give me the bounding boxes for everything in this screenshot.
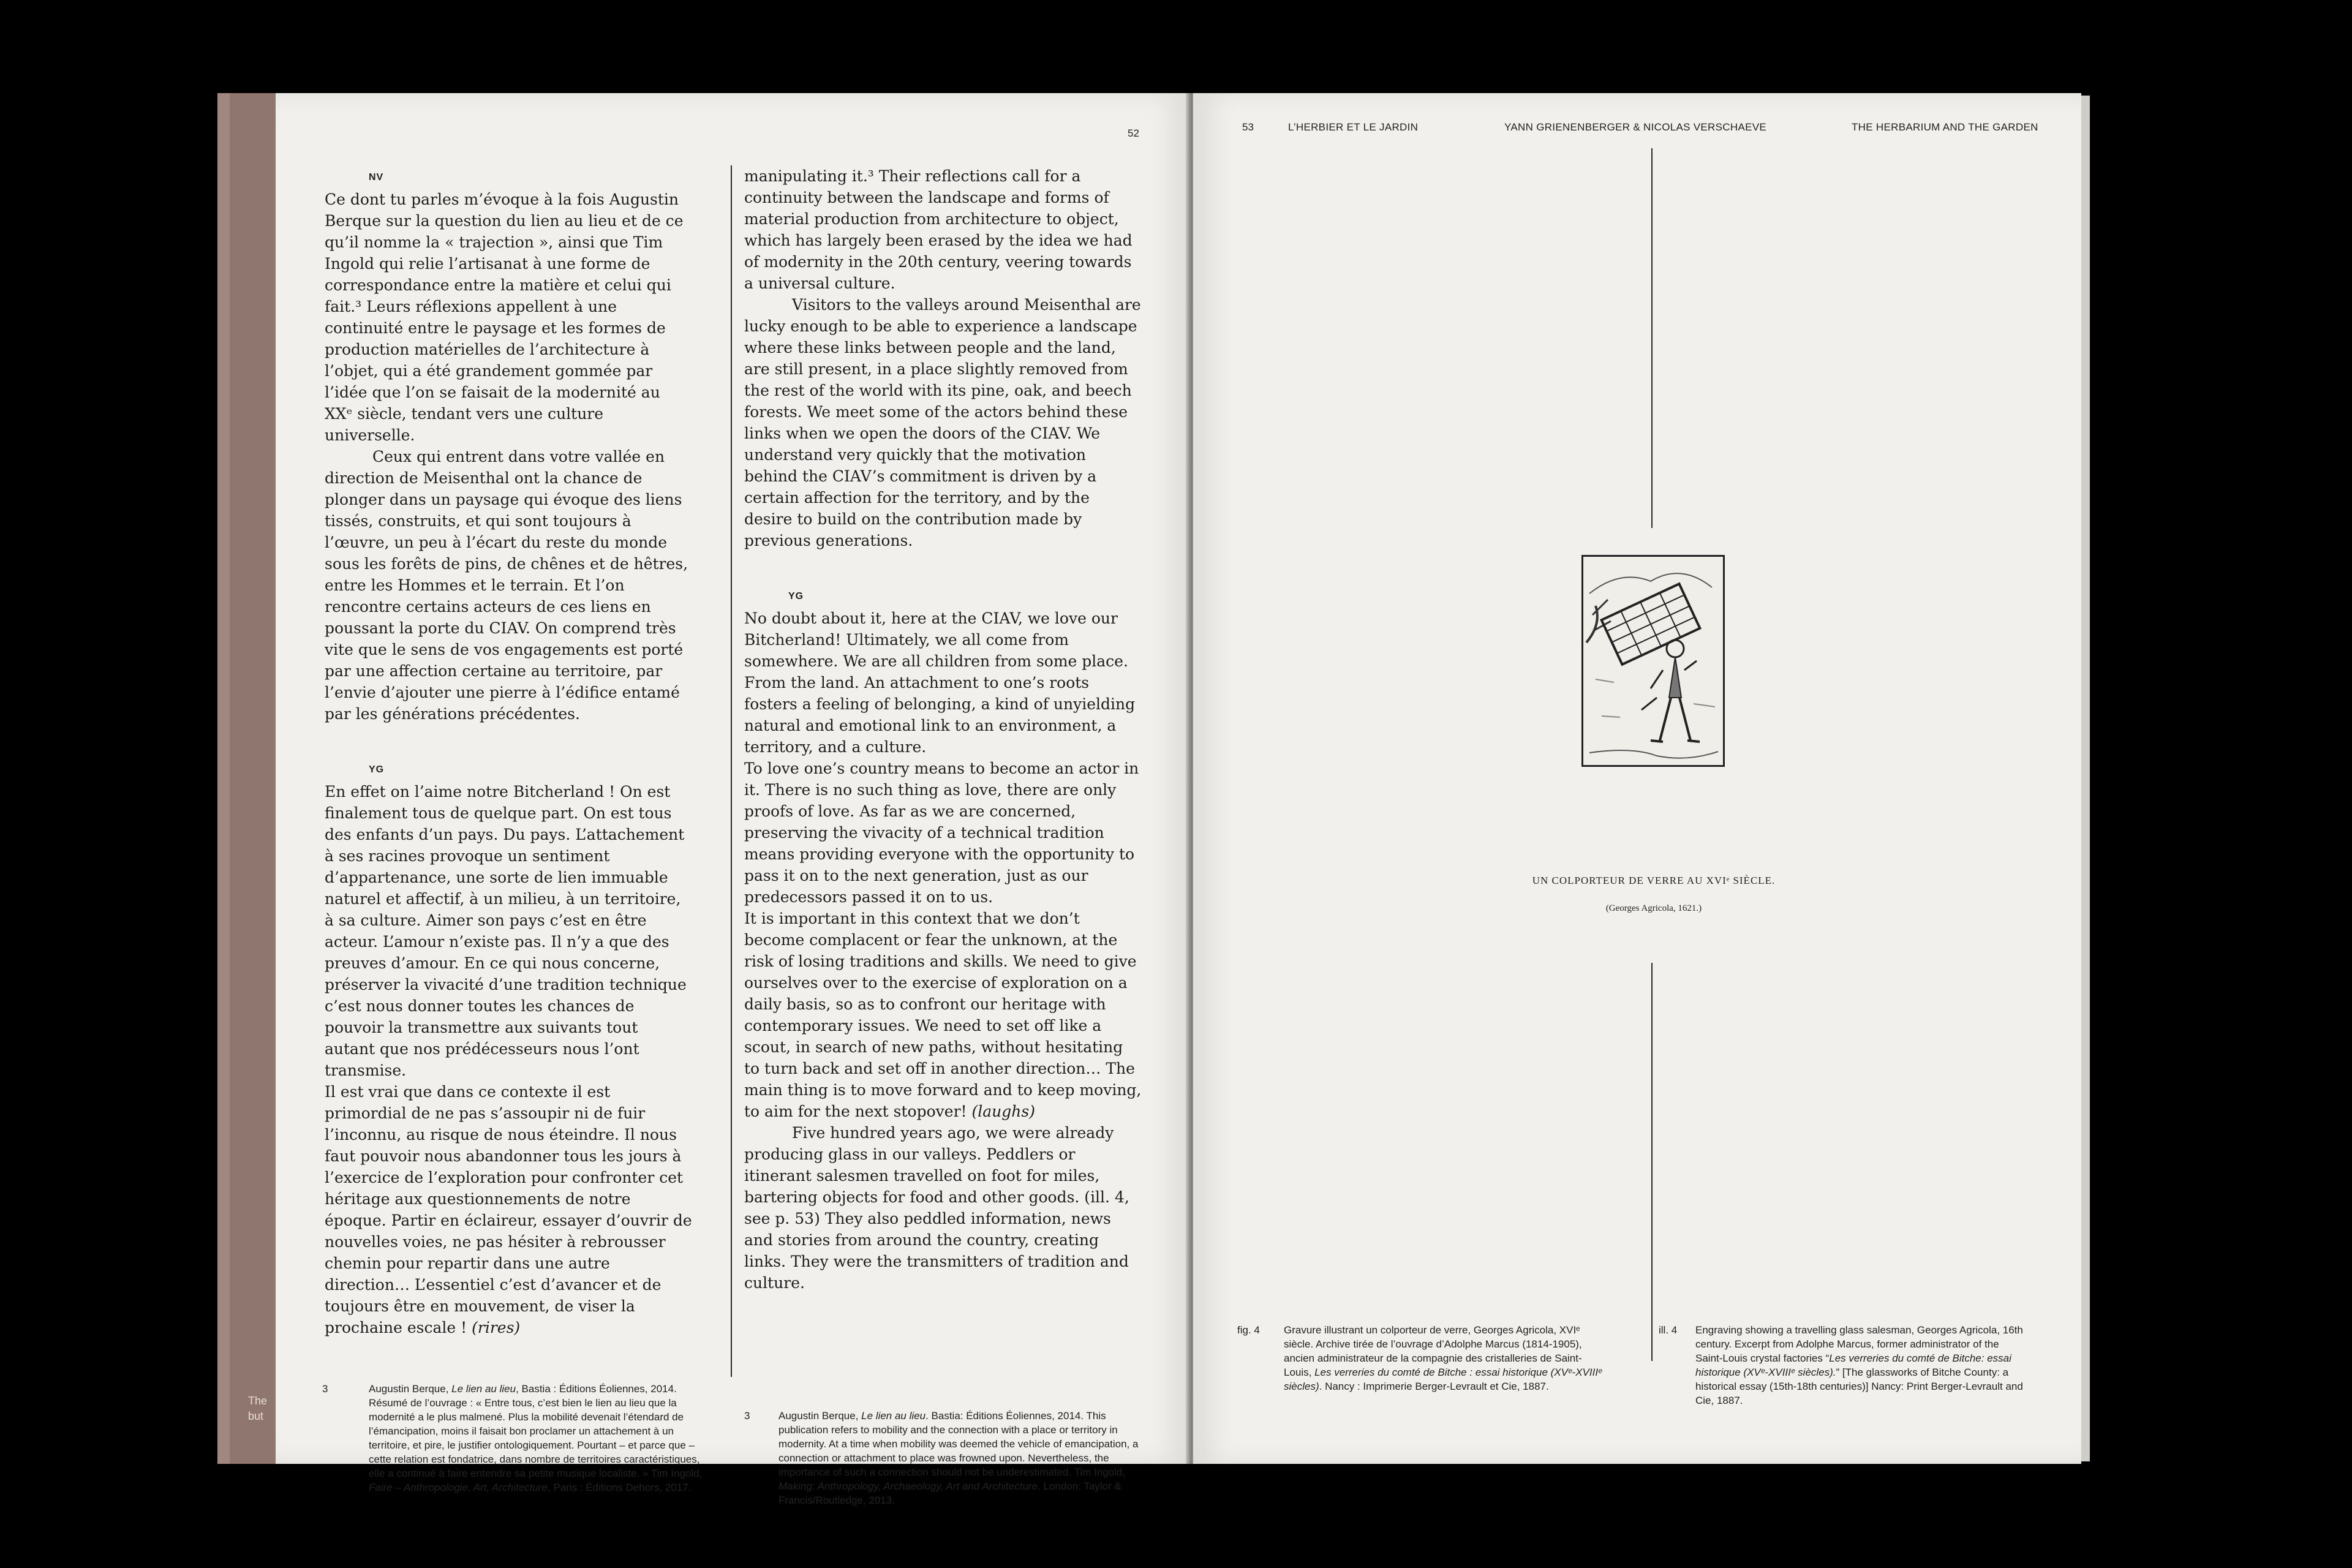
running-head-right: THE HERBARIUM AND THE GARDEN xyxy=(1852,121,2038,133)
caption-part: . Nancy : Imprimerie Berger-Levrault et Cie, 1887. xyxy=(1319,1381,1549,1392)
left-page xyxy=(276,93,1190,1506)
right-page xyxy=(1193,93,2081,1464)
spacer xyxy=(744,551,1142,589)
paragraph-text: Il est vrai que dans ce contexte il est primordial de ne pas s’assoupir ni de fuir l’inconnu, au risque de nous éteindre. Il nous faut pouvoir nous abandonner tous les jours à l’exercice de l’exploration pour confronter cet héritage aux questionnements de notre époque. Partir en éclaireur, essayer d’ouvrir de nouvelles voies, ne pas hésiter à rebrousser chemin pour repartir dans une autre direction… L’essentiel c’est d’avancer et de toujours être en mouvement, de viser la prochaine escale ! xyxy=(325,1083,692,1336)
paragraph: Ce dont tu parles m’évoque à la fois Augustin Berque sur la question du lien au lieu et de ce qu’il nomme la « trajection », ainsi que Tim Ingold qui relie l’artisanat à une forme de correspondance entre la matière et celui qui fait.³ Leurs réflexions appellent à une continuité entre le paysage et les formes de production matérielles de l’architecture à l’objet, qui a été grandement gommée par l’idée que l’on se faisait de la modernité au XXᵉ siècle, tendant vers une culture universelle. xyxy=(325,190,684,444)
caption-title: Les verreries du comté de Bitche: essai historique (XVᵉ-XVIIIᵉ siècles). xyxy=(1695,1352,2011,1378)
paragraph: manipulating it.³ Their reflections call for a continuity between the landscape and forms of material production from architecture to object, which has largely been erased by the idea we had of modernity in the 20th century, veering towards a universal culture. xyxy=(744,167,1133,292)
text-column-english xyxy=(744,165,1142,1294)
back-cover-text: The xyxy=(248,1395,268,1407)
page-number: 52 xyxy=(1128,127,1139,139)
paragraph: Five hundred years ago, we were already producing glass in our valleys. Peddlers or itinerant salesmen travelled on foot for miles, bartering objects for food and other goods. (ill. 4, see p. 53) They also peddled information, news and stories from around the country, creating links. They were the transmitters of tradition and culture. xyxy=(744,1124,1129,1292)
figure-caption-text xyxy=(1695,1323,2026,1408)
paragraph xyxy=(744,908,1142,1122)
footnote-title: Le lien au lieu xyxy=(861,1410,926,1422)
column-rule xyxy=(1651,148,1653,528)
paragraph xyxy=(325,1081,692,1338)
caption-part: Engraving showing a travelling glass salesman, Georges Agricola, 16th century. Excerpt from Adolphe Marcus, former administrator of the Saint-Louis crystal factories “ xyxy=(1695,1324,2023,1364)
paragraph: No doubt about it, here at the CIAV, we love our Bitcherland! Ultimately, we all come from somewhere. We are all children from some place. From the land. An attachment to one’s roots fosters a feeling of belonging, a kind of unyielding natural and emotional link to an environment, a territory, and a culture. xyxy=(744,609,1136,756)
text-column-french xyxy=(325,170,692,1338)
column-rule xyxy=(731,165,732,1377)
spacer xyxy=(325,725,692,763)
running-head-left: L’HERBIER ET LE JARDIN xyxy=(1288,121,1419,133)
column-rule xyxy=(1651,963,1653,1361)
engraving-illustration xyxy=(1581,555,1725,767)
page-number: 53 xyxy=(1242,121,1254,133)
stage-direction: (rires) xyxy=(472,1319,521,1336)
glass-peddler-engraving xyxy=(1583,557,1723,765)
paragraph: En effet on l’aime notre Bitcherland ! On est finalement tous de quelque part. On est tous des enfants d’un pays. Du pays. L’attachement à ses racines provoque un sentiment d’appartenance, une sorte de lien immuable naturel et affectif, à un milieu, à un territoire, à sa culture. Aimer son pays c’est en être acteur. L’amour n’existe pas. Il n’y a que des preuves d’amour. En ce qui nous concerne, préserver la vivacité d’une tradition technique c’est nous donner toutes les chances de pouvoir la transmettre aux suivants tout autant que nos prédécesseurs nous l’ont transmise. xyxy=(325,783,687,1079)
footnote-part: , Paris : Éditions Dehors, 2017. xyxy=(547,1482,692,1493)
figure-label: ill. 4 xyxy=(1659,1324,1678,1336)
figure-caption-text xyxy=(1284,1323,1605,1393)
footnote-text xyxy=(369,1382,714,1494)
engraving-title: UN COLPORTEUR DE VERRE AU XVIᵉ SIÈCLE. xyxy=(1532,875,1776,886)
footnote-part: . London: Taylor & Francis/Routledge, 2013. xyxy=(778,1480,1121,1506)
footnote-part: Augustin Berque, xyxy=(369,1383,452,1395)
engraving-source: (Georges Agricola, 1621.) xyxy=(1605,903,1702,913)
caption-title: Les verreries du comté de Bitche : essai historique (XVᵉ-XVIIIᵉ siècles) xyxy=(1284,1366,1602,1392)
footnote-part: . Bastia: Éditions Éoliennes, 2014. This publication refers to mobility and the connection with a place or territory in modernity. At a time when mobility was deemed the vehicle of emancipation, a connection or attachment to place was frowned upon. Nevertheless, the importance of such a connection should not be underestimated. Tim Ingold, xyxy=(778,1410,1139,1478)
footnote-text xyxy=(778,1409,1148,1507)
paragraph-text: It is important in this context that we don’t become complacent or fear the unknown, at the risk of losing traditions and skills. We need to give ourselves over to the exercise of exploration on a daily basis, so as to confront our heritage with contemporary issues. We need to set off like a scout, in search of new paths, without hesitating to turn back and set off in another direction… The main thing is to move forward and to keep moving, to aim for the next stopover! xyxy=(744,910,1142,1120)
footnote-title: Faire – Anthropologie, Art, Architecture xyxy=(369,1482,548,1493)
footnote-title: Making: Anthropology, Archaeology, Art and Architecture xyxy=(778,1480,1038,1492)
speaker-label: YG xyxy=(369,764,385,775)
speaker-label: YG xyxy=(788,591,804,601)
paragraph: To love one’s country means to become an actor in it. There is no such thing as love, there are only proofs of love. As far as we are concerned, preserving the vivacity of a technical tradition means providing everyone with the opportunity to pass it on to the next generation, just as our predecessors passed it on to us. xyxy=(744,760,1139,906)
running-head-center: YANN GRIENENBERGER & NICOLAS VERSCHAEVE xyxy=(1504,121,1766,133)
footnote-number: 3 xyxy=(744,1410,750,1422)
page-edge xyxy=(2081,96,2090,1461)
speaker-label: NV xyxy=(369,172,384,183)
footnote-part: Augustin Berque, xyxy=(778,1410,862,1422)
caption-part: Gravure illustrant un colporteur de verre, Georges Agricola, XVIᵉ siècle. Archive tirée de l’ouvrage d’Adolphe Marcus (1814-1905), ancien administrateur de la compagnie des cristalleries de Saint-Louis, xyxy=(1284,1324,1582,1378)
paragraph: Ceux qui entrent dans votre vallée en direction de Meisenthal ont la chance de plonger dans un paysage qui évoque des liens tissés, construits, et qui sont toujours à l’œuvre, un peu à l’écart du reste du monde sous les forêts de pins, de chênes et de hêtres, entre les Hommes et le terrain. Et l’on rencontre certains acteurs de ces liens en poussant la porte du CIAV. On comprend très vite que le sens de vos engagements est porté par une affection certaine au territoire, par l’envie d’ajouter une pierre à l’édifice entamé par les générations précédentes. xyxy=(325,448,688,723)
back-cover-text: but xyxy=(248,1410,264,1422)
figure-label: fig. 4 xyxy=(1237,1324,1260,1336)
footnote-number: 3 xyxy=(322,1383,328,1395)
caption-part: ” [The glassworks of Bitche County: a historical essay (15th-18th centuries)] Nancy: Print Berger-Levrault and Cie, 1887. xyxy=(1695,1366,2023,1406)
footnote-part: , Bastia : Éditions Éoliennes, 2014. Résumé de l’ouvrage : « Entre tous, c’est bien le lien au lieu que la modernité a le plus malmené. Plus la mobilité devenait l’étendard de l’émancipation, moins il faisait bon proclamer un attachement à un territoire, et pire, le justifier ontologiquement. Pourtant – et parce que – cette relation est fondatrice, dans nombre de territoires caractéristiques, elle a continué à faire entendre sa petite musique localiste. » Tim Ingold, xyxy=(369,1383,703,1479)
stage-direction: (laughs) xyxy=(971,1102,1035,1120)
paragraph: Visitors to the valleys around Meisenthal are lucky enough to be able to experience a landscape where these links between people and the land, are still present, in a place slightly removed from the rest of the world with its pine, oak, and beech forests. We meet some of the actors behind these links when we open the doors of the CIAV. We understand very quickly that the motivation behind the CIAV’s commitment is driven by a certain affection for the territory, and by the desire to build on the contribution made by previous generations. xyxy=(744,296,1141,549)
footnote-title: Le lien au lieu xyxy=(451,1383,516,1395)
